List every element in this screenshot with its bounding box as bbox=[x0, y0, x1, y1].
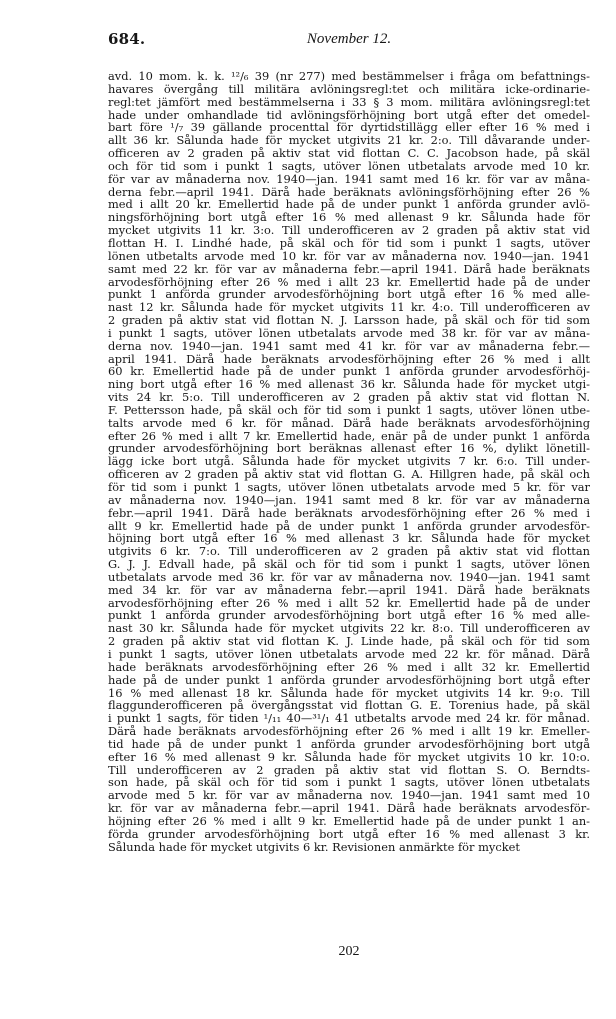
running-head-date: November 12. bbox=[306, 31, 392, 47]
text-line: för tid som i punkt 1 sagts, utöver lönen utbetalats arvode med 5 kr. för var bbox=[108, 480, 590, 494]
text-line: lägg icke bort utgå. Sålunda hade för mycket utgivits 7 kr. 6:o. Till under- bbox=[108, 454, 590, 469]
text-line: G. J. J. Edvall hade, på skäl och för tid som i punkt 1 sagts, utöver lönen bbox=[108, 557, 590, 572]
text-line: Sålunda hade för mycket utgivits 6 kr. Revisionen anmärkte för mycket bbox=[108, 839, 520, 854]
text-line: april 1941. Därå hade beräknats arvodesförhöjning efter 26 % med i allt bbox=[108, 351, 590, 366]
text-line: i punkt 1 sagts, för tiden ¹/₁₁ 40—³¹/₁ 41 utbetalts arvode med 24 kr. för månad. bbox=[108, 711, 590, 726]
text-line: officeren av 2 graden på aktiv stat vid flottan G. A. Hillgren hade, på skäl och bbox=[108, 467, 590, 482]
text-line: febr.—april 1941. Därå hade beräknats arvodesförhöjning efter 26 % med i bbox=[108, 505, 590, 520]
text-line: 16 % med allenast 18 kr. Sålunda hade för mycket utgivits 14 kr. 9:o. Till bbox=[108, 685, 590, 700]
text-line: vits 24 kr. 5:o. Till underofficeren av 2 graden på aktiv stat vid flottan N. bbox=[108, 390, 590, 405]
text-line: utgivits 6 kr. 7:o. Till underofficeren av 2 graden på aktiv stat vid flottan bbox=[108, 544, 590, 559]
text-line: arvodesförhöjning efter 26 % med i allt 23 kr. Emellertid hade på de under bbox=[108, 274, 590, 289]
text-line: 2 graden på aktiv stat vid flottan N. J. Larsson hade, på skäl och för tid som bbox=[108, 313, 590, 328]
text-line: son hade, på skäl och för tid som i punkt 1 sagts, utöver lönen utbetalats bbox=[108, 775, 590, 790]
text-line: mycket utgivits 11 kr. 3:o. Till underofficeren av 2 graden på aktiv stat vid bbox=[108, 223, 590, 238]
text-line: talts arvode med 6 kr. för månad. Därå hade beräknats arvodesförhöjning bbox=[108, 415, 590, 430]
text-line: ning bort utgå efter 16 % med allenast 36 kr. Sålunda hade för mycket utgi- bbox=[108, 377, 590, 392]
text-line: hade under omhandlade tid avlöningsförhöjning bort utgå efter det omedel- bbox=[108, 107, 590, 122]
text-line: hade beräknats arvodesförhöjning efter 26 % med i allt 32 kr. Emellertid bbox=[108, 659, 590, 674]
text-line: officeren av 2 graden på aktiv stat vid flottan C. C. Jacobson hade, på skäl bbox=[108, 146, 590, 161]
text-line: samt med 22 kr. för var av månaderna febr.—april 1941. Därå hade beräknats bbox=[108, 261, 590, 276]
text-line: grunder arvodesförhöjning bort beräknas allenast efter 16 %, dylikt lönetill- bbox=[108, 441, 590, 456]
text-line: nast 30 kr. Sålunda hade för mycket utgivits 22 kr. 8:o. Till underofficeren av bbox=[108, 621, 590, 636]
text-line: punkt 1 anförda grunder arvodesförhöjning bort utgå efter 16 % med alle- bbox=[108, 608, 590, 623]
text-line: arvodesförhöjning efter 26 % med i allt 52 kr. Emellertid hade på de under bbox=[108, 595, 590, 610]
text-line: allt 36 kr. Sålunda hade för mycket utgivits 21 kr. 2:o. Till dåvarande under- bbox=[108, 133, 590, 148]
text-line: efter 16 % med allenast 9 kr. Sålunda hade för mycket utgivits 10 kr. 10:o. bbox=[108, 749, 590, 764]
text-line: Till underofficeren av 2 graden på aktiv stat vid flottan S. O. Berndts- bbox=[108, 762, 590, 777]
text-line: Därå hade beräknats arvodesförhöjning efter 26 % med i allt 19 kr. Emeller- bbox=[108, 724, 590, 739]
page-header bbox=[108, 30, 590, 52]
page-number: 684. bbox=[108, 30, 146, 48]
text-line: utbetalats arvode med 36 kr. för var av månaderna nov. 1940—jan. 1941 samt bbox=[108, 569, 590, 584]
text-line: höjning efter 26 % med i allt 9 kr. Emellertid hade på de under punkt 1 an- bbox=[108, 813, 590, 828]
body-text bbox=[108, 70, 590, 853]
text-line: derna nov. 1940—jan. 1941 samt med 41 kr. för var av månaderna febr.— bbox=[108, 338, 590, 353]
text-line: regl:tet jämfört med bestämmelserna i 33 § 3 mom. militära avlöningsregl:tet bbox=[108, 94, 590, 109]
text-line: havares övergång till militära avlöningsregl:tet och militära icke-ordinarie- bbox=[108, 81, 590, 96]
text-line: ningsförhöjning bort utgå efter 16 % med allenast 9 kr. Sålunda hade för bbox=[108, 210, 590, 225]
text-line: förda grunder arvodesförhöjning bort utgå efter 16 % med allenast 3 kr. bbox=[108, 826, 590, 841]
text-line: i punkt 1 sagts, utöver lönen utbetalats arvode med 22 kr. för månad. Därå bbox=[108, 646, 590, 661]
text-line: 2 graden på aktiv stat vid flottan K. J. Linde hade, på skäl och för tid som bbox=[108, 634, 590, 649]
text-line: arvode med 5 kr. för var av månaderna nov. 1940—jan. 1941 samt med 10 bbox=[108, 788, 590, 803]
text-line: höjning bort utgå efter 16 % med allenast 3 kr. Sålunda hade för mycket bbox=[108, 531, 590, 546]
text-line: tid hade på de under punkt 1 anförda grunder arvodesförhöjning bort utgå bbox=[108, 736, 590, 751]
text-line: efter 26 % med i allt 7 kr. Emellertid hade, enär på de under punkt 1 anförda bbox=[108, 428, 590, 443]
text-line: flaggunderofficeren på övergångsstat vid flottan G. E. Torenius hade, på skäl bbox=[108, 698, 590, 713]
text-line: hade på de under punkt 1 anförda grunder arvodesförhöjning bort utgå efter bbox=[108, 672, 590, 687]
text-line: flottan H. I. Lindhé hade, på skäl och för tid som i punkt 1 sagts, utöver bbox=[108, 235, 590, 250]
text-line: med i allt 20 kr. Emellertid hade på de under punkt 1 anförda grunder avlö- bbox=[108, 197, 590, 212]
text-line: med 34 kr. för var av månaderna febr.—april 1941. Därå hade beräknats bbox=[108, 582, 590, 597]
text-line: punkt 1 anförda grunder arvodesförhöjning bort utgå efter 16 % med alle- bbox=[108, 287, 590, 302]
page-folio: 202 bbox=[338, 944, 360, 959]
text-line: 60 kr. Emellertid hade på de under punkt 1 anförda grunder arvodesförhöj- bbox=[108, 364, 590, 379]
text-line: avd. 10 mom. k. k. ¹²/₆ 39 (nr 277) med bestämmelser i fråga om befattnings- bbox=[108, 69, 590, 83]
text-line: allt 9 kr. Emellertid hade på de under punkt 1 anförda grunder arvodesför- bbox=[108, 518, 590, 533]
text-line: derna febr.—april 1941. Därå hade beräknats avlöningsförhöjning efter 26 % bbox=[108, 184, 590, 199]
text-line: för var av månaderna nov. 1940—jan. 1941 samt med 16 kr. för var av måna- bbox=[108, 171, 590, 186]
text-line: F. Pettersson hade, på skäl och för tid som i punkt 1 sagts, utöver lönen utbe- bbox=[108, 402, 590, 417]
text-line: av månaderna nov. 1940—jan. 1941 samt med 8 kr. för var av månaderna bbox=[108, 492, 590, 507]
text-line: kr. för var av månaderna febr.—april 1941. Därå hade beräknats arvodesför- bbox=[108, 801, 590, 816]
text-line: bart före ¹/₇ 39 gällande procenttal för dyrtidstillägg eller efter 16 % med i bbox=[108, 120, 590, 135]
text-line: och för tid som i punkt 1 sagts, utöver lönen utbetalats arvode med 10 kr. bbox=[108, 158, 590, 173]
text-line: nast 12 kr. Sålunda hade för mycket utgivits 11 kr. 4:o. Till underofficeren av bbox=[108, 300, 590, 315]
text-line: i punkt 1 sagts, utöver lönen utbetalats arvode med 38 kr. för var av måna- bbox=[108, 325, 590, 340]
text-line: lönen utbetalts arvode med 10 kr. för var av månaderna nov. 1940—jan. 1941 bbox=[108, 248, 590, 263]
